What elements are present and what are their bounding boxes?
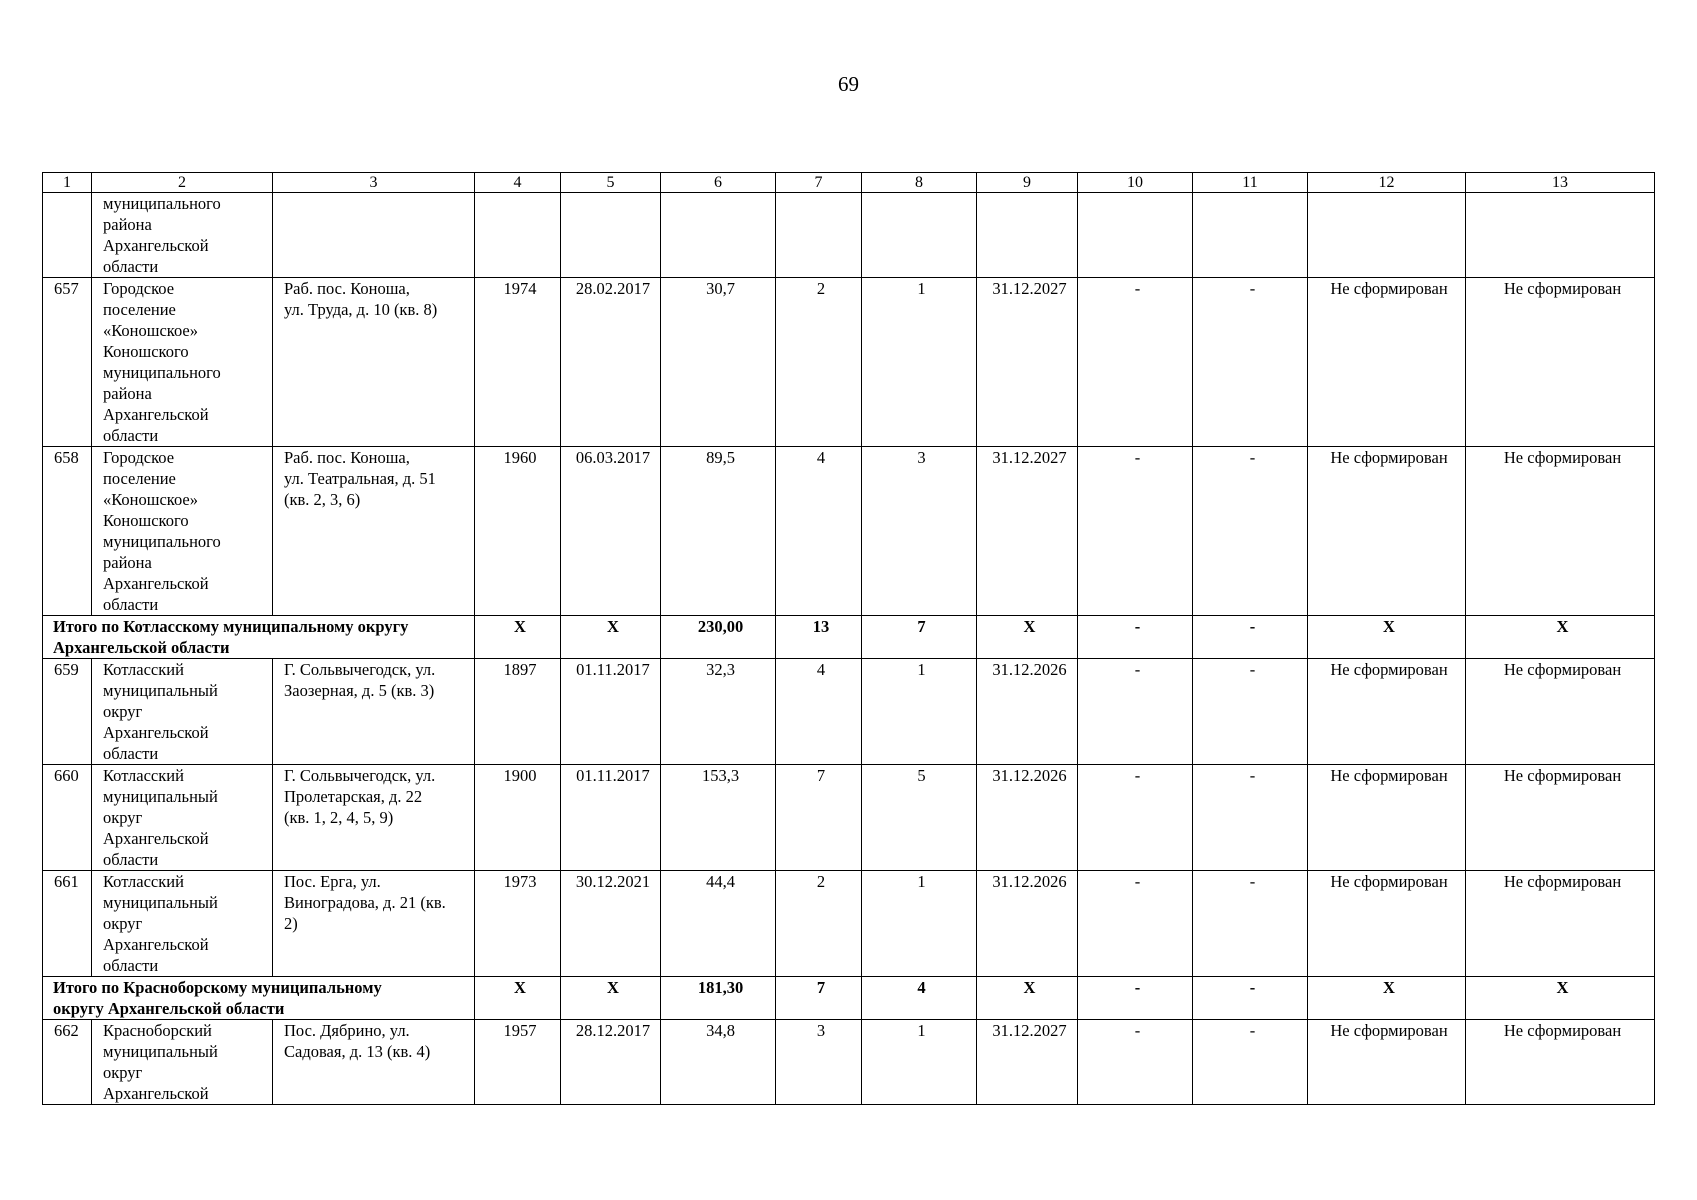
total-label: Итого по Красноборскому муниципальному округу Архангельской области [43, 977, 475, 1020]
column-header: 8 [862, 173, 977, 193]
address-cell: Раб. пос. Коноша, ул. Театральная, д. 51 (кв. 2, 3, 6) [273, 447, 475, 616]
date-cell: 01.11.2017 [561, 659, 661, 765]
area-cell: 44,4 [661, 871, 776, 977]
column-header: 13 [1466, 173, 1655, 193]
col7-cell: 4 [776, 659, 862, 765]
col7-cell: 7 [776, 765, 862, 871]
address-cell: Пос. Ерга, ул. Виноградова, д. 21 (кв. 2) [273, 871, 475, 977]
col7-cell: 2 [776, 871, 862, 977]
row-number-cell: 662 [43, 1020, 92, 1105]
column-header: 6 [661, 173, 776, 193]
col8-cell: 1 [862, 278, 977, 447]
total-row [43, 616, 1655, 659]
area-cell: 32,3 [661, 659, 776, 765]
col8-cell [862, 193, 977, 278]
col12-cell: X [1308, 977, 1466, 1020]
col13-cell: Не сформирован [1466, 871, 1655, 977]
col11-cell: - [1193, 871, 1308, 977]
col10-cell: - [1078, 616, 1193, 659]
address-cell [273, 193, 475, 278]
col12-cell: Не сформирован [1308, 871, 1466, 977]
col11-cell: - [1193, 659, 1308, 765]
date-cell: 28.12.2017 [561, 1020, 661, 1105]
col10-cell: - [1078, 447, 1193, 616]
col8-cell: 1 [862, 871, 977, 977]
col11-cell [1193, 193, 1308, 278]
area-cell: 34,8 [661, 1020, 776, 1105]
deadline-cell: X [977, 977, 1078, 1020]
col7-cell: 2 [776, 278, 862, 447]
table-row [43, 765, 1655, 871]
column-number-row [43, 173, 1655, 193]
area-cell: 181,30 [661, 977, 776, 1020]
deadline-cell: 31.12.2027 [977, 278, 1078, 447]
col12-cell [1308, 193, 1466, 278]
col13-cell: Не сформирован [1466, 765, 1655, 871]
date-cell: 06.03.2017 [561, 447, 661, 616]
col12-cell: Не сформирован [1308, 765, 1466, 871]
year-cell: 1897 [475, 659, 561, 765]
deadline-cell: 31.12.2026 [977, 765, 1078, 871]
year-cell: X [475, 977, 561, 1020]
municipality-cell: Котласский муниципальный округ Архангельской области [92, 871, 273, 977]
area-cell [661, 193, 776, 278]
col7-cell: 7 [776, 977, 862, 1020]
col12-cell: Не сформирован [1308, 659, 1466, 765]
row-number-cell [43, 193, 92, 278]
column-header: 9 [977, 173, 1078, 193]
address-cell: Пос. Дябрино, ул. Садовая, д. 13 (кв. 4) [273, 1020, 475, 1105]
municipality-cell: Красноборский муниципальный округ Архангельской [92, 1020, 273, 1105]
date-cell [561, 193, 661, 278]
year-cell: 1974 [475, 278, 561, 447]
area-cell: 230,00 [661, 616, 776, 659]
column-header: 11 [1193, 173, 1308, 193]
municipality-cell: муниципального района Архангельской области [92, 193, 273, 278]
page-number: 69 [838, 72, 859, 96]
col8-cell: 3 [862, 447, 977, 616]
row-number-cell: 661 [43, 871, 92, 977]
table-body [43, 193, 1655, 1105]
address-cell: Г. Сольвычегодск, ул. Пролетарская, д. 22 (кв. 1, 2, 4, 5, 9) [273, 765, 475, 871]
deadline-cell: 31.12.2027 [977, 447, 1078, 616]
col10-cell: - [1078, 871, 1193, 977]
col11-cell: - [1193, 977, 1308, 1020]
year-cell [475, 193, 561, 278]
table-row [43, 193, 1655, 278]
col7-cell: 13 [776, 616, 862, 659]
col10-cell: - [1078, 659, 1193, 765]
col11-cell: - [1193, 1020, 1308, 1105]
column-header: 10 [1078, 173, 1193, 193]
col12-cell: Не сформирован [1308, 1020, 1466, 1105]
date-cell: X [561, 616, 661, 659]
col7-cell: 3 [776, 1020, 862, 1105]
row-number-cell: 657 [43, 278, 92, 447]
housing-table [42, 172, 1655, 1105]
total-label: Итого по Котласскому муниципальному округу Архангельской области [43, 616, 475, 659]
date-cell: 01.11.2017 [561, 765, 661, 871]
year-cell: 1900 [475, 765, 561, 871]
deadline-cell: 31.12.2026 [977, 871, 1078, 977]
municipality-cell: Городское поселение «Коношское» Коношского муниципального района Архангельской области [92, 447, 273, 616]
deadline-cell [977, 193, 1078, 278]
col11-cell: - [1193, 447, 1308, 616]
col13-cell: X [1466, 616, 1655, 659]
area-cell: 153,3 [661, 765, 776, 871]
col12-cell: Не сформирован [1308, 447, 1466, 616]
row-number-cell: 659 [43, 659, 92, 765]
municipality-cell: Городское поселение «Коношское» Коношского муниципального района Архангельской области [92, 278, 273, 447]
total-row [43, 977, 1655, 1020]
col8-cell: 7 [862, 616, 977, 659]
col13-cell: X [1466, 977, 1655, 1020]
column-header: 1 [43, 173, 92, 193]
col13-cell: Не сформирован [1466, 659, 1655, 765]
date-cell: 30.12.2021 [561, 871, 661, 977]
col11-cell: - [1193, 765, 1308, 871]
year-cell: 1973 [475, 871, 561, 977]
date-cell: 28.02.2017 [561, 278, 661, 447]
col7-cell: 4 [776, 447, 862, 616]
year-cell: 1960 [475, 447, 561, 616]
table-row [43, 871, 1655, 977]
col10-cell [1078, 193, 1193, 278]
col13-cell: Не сформирован [1466, 278, 1655, 447]
table-row [43, 1020, 1655, 1105]
area-cell: 89,5 [661, 447, 776, 616]
col11-cell: - [1193, 278, 1308, 447]
table-row [43, 659, 1655, 765]
col11-cell: - [1193, 616, 1308, 659]
col10-cell: - [1078, 1020, 1193, 1105]
deadline-cell: 31.12.2026 [977, 659, 1078, 765]
deadline-cell: 31.12.2027 [977, 1020, 1078, 1105]
col8-cell: 5 [862, 765, 977, 871]
column-header: 4 [475, 173, 561, 193]
column-header: 3 [273, 173, 475, 193]
col10-cell: - [1078, 765, 1193, 871]
area-cell: 30,7 [661, 278, 776, 447]
row-number-cell: 658 [43, 447, 92, 616]
col8-cell: 1 [862, 659, 977, 765]
col12-cell: X [1308, 616, 1466, 659]
col13-cell: Не сформирован [1466, 1020, 1655, 1105]
col10-cell: - [1078, 977, 1193, 1020]
address-cell: Раб. пос. Коноша, ул. Труда, д. 10 (кв. 8) [273, 278, 475, 447]
col8-cell: 1 [862, 1020, 977, 1105]
column-header: 12 [1308, 173, 1466, 193]
deadline-cell: X [977, 616, 1078, 659]
col10-cell: - [1078, 278, 1193, 447]
col13-cell: Не сформирован [1466, 447, 1655, 616]
date-cell: X [561, 977, 661, 1020]
year-cell: X [475, 616, 561, 659]
year-cell: 1957 [475, 1020, 561, 1105]
column-header: 7 [776, 173, 862, 193]
col13-cell [1466, 193, 1655, 278]
column-header: 2 [92, 173, 273, 193]
address-cell: Г. Сольвычегодск, ул. Заозерная, д. 5 (кв. 3) [273, 659, 475, 765]
table-row [43, 447, 1655, 616]
col7-cell [776, 193, 862, 278]
column-header: 5 [561, 173, 661, 193]
municipality-cell: Котласский муниципальный округ Архангельской области [92, 659, 273, 765]
table-row [43, 278, 1655, 447]
col8-cell: 4 [862, 977, 977, 1020]
municipality-cell: Котласский муниципальный округ Архангельской области [92, 765, 273, 871]
row-number-cell: 660 [43, 765, 92, 871]
col12-cell: Не сформирован [1308, 278, 1466, 447]
